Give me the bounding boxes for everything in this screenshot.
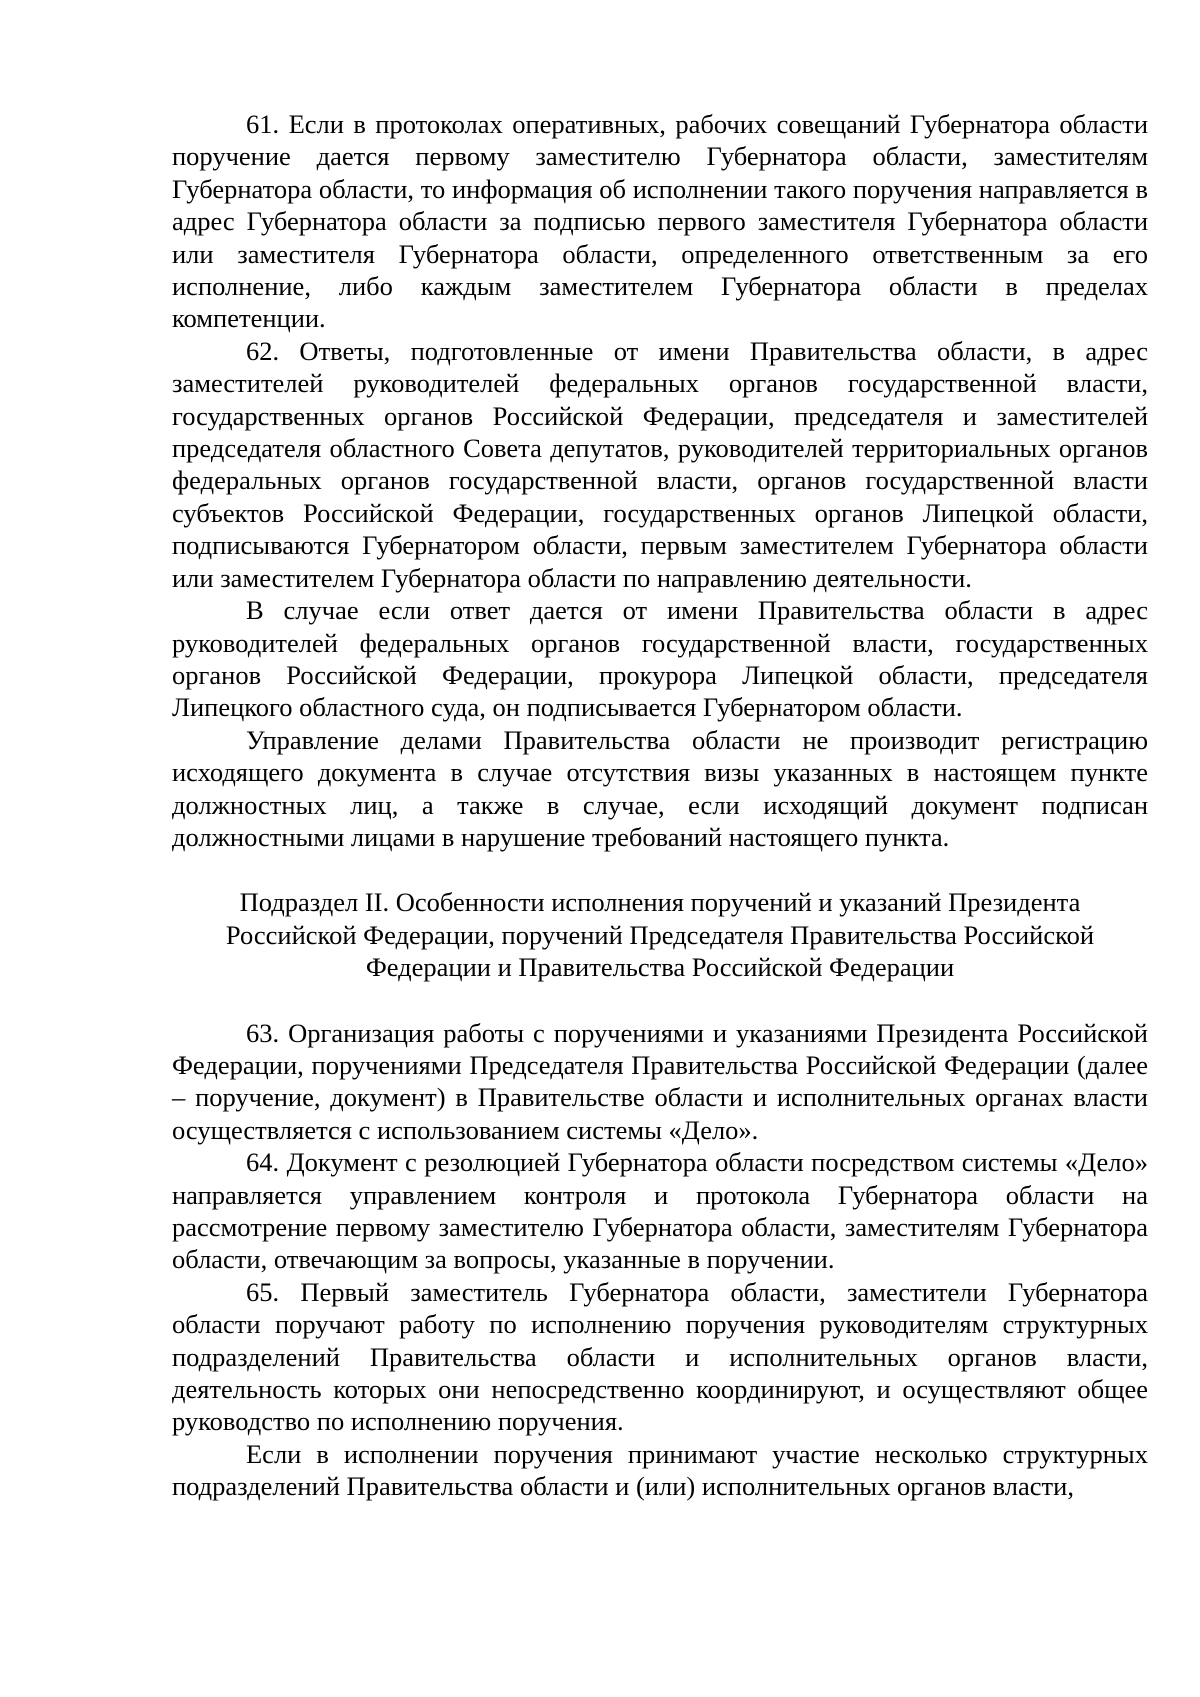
paragraph-64: 64. Документ с резолюцией Губернатора области посредством системы «Дело» направляется управлением контроля и протокола Губернатора области на рассмотрение первому заместителю Губернатора области, заместителям Губернатора области, отвечающим за вопросы, указанные в поручении. (172, 1147, 1148, 1275)
section-title: Подраздел II. Особенности исполнения поручений и указаний Президента Российской Федерации, поручений Председателя Правительства Российской Федерации и Правительства Российской Федерации (225, 887, 1095, 983)
paragraph-65-continued: Если в исполнении поручения принимают участие несколько структурных подразделений Правительства области и (или) исполнительных органов власти, (172, 1438, 1148, 1502)
document-page (172, 108, 1148, 1503)
paragraph-62: 62. Ответы, подготовленные от имени Правительства области, в адрес заместителей руководителей федеральных органов государственной власти, государственных органов Российской Федерации, председателя и заместителей председателя областного Совета депутатов, руководителей территориальных органов федеральных органов государственной власти, органов государственной власти субъектов Российской Федерации, государственных органов Липецкой области, подписываются Губернатором области, первым заместителем Губернатора области или заместителем Губернатора области по направлению деятельности. (172, 335, 1148, 593)
paragraph-65: 65. Первый заместитель Губернатора области, заместители Губернатора области поручают работу по исполнению поручения руководителям структурных подразделений Правительства области и исполнительных органов власти, деятельность которых они непосредственно координируют, и осуществляют общее руководство по исполнению поручения. (172, 1276, 1148, 1437)
paragraph-62-registration: Управление делами Правительства области не производит регистрацию исходящего документа в случае отсутствия визы указанных в настоящем пункте должностных лиц, а также в случае, если исходящий документ подписан должностными лицами в нарушение требований настоящего пункта. (172, 724, 1148, 852)
paragraph-62-case: В случае если ответ дается от имени Правительства области в адрес руководителей федеральных органов государственной власти, государственных органов Российской Федерации, прокурора Липецкой области, председателя Липецкого областного суда, он подписывается Губернатором области. (172, 595, 1148, 723)
paragraph-61: 61. Если в протоколах оперативных, рабочих совещаний Губернатора области поручение дается первому заместителю Губернатора области, заместителям Губернатора области, то информация об исполнении такого поручения направляется в адрес Губернатора области за подписью первого заместителя Губернатора области или заместителя Губернатора области, определенного ответственным за его исполнение, либо каждым заместителем Губернатора области в пределах компетенции. (172, 109, 1148, 334)
paragraph-63: 63. Организация работы с поручениями и указаниями Президента Российской Федерации, поручениями Председателя Правительства Российской Федерации (далее – поручение, документ) в Правительстве области и исполнительных органах власти осуществляется с использованием системы «Дело». (172, 1017, 1148, 1145)
